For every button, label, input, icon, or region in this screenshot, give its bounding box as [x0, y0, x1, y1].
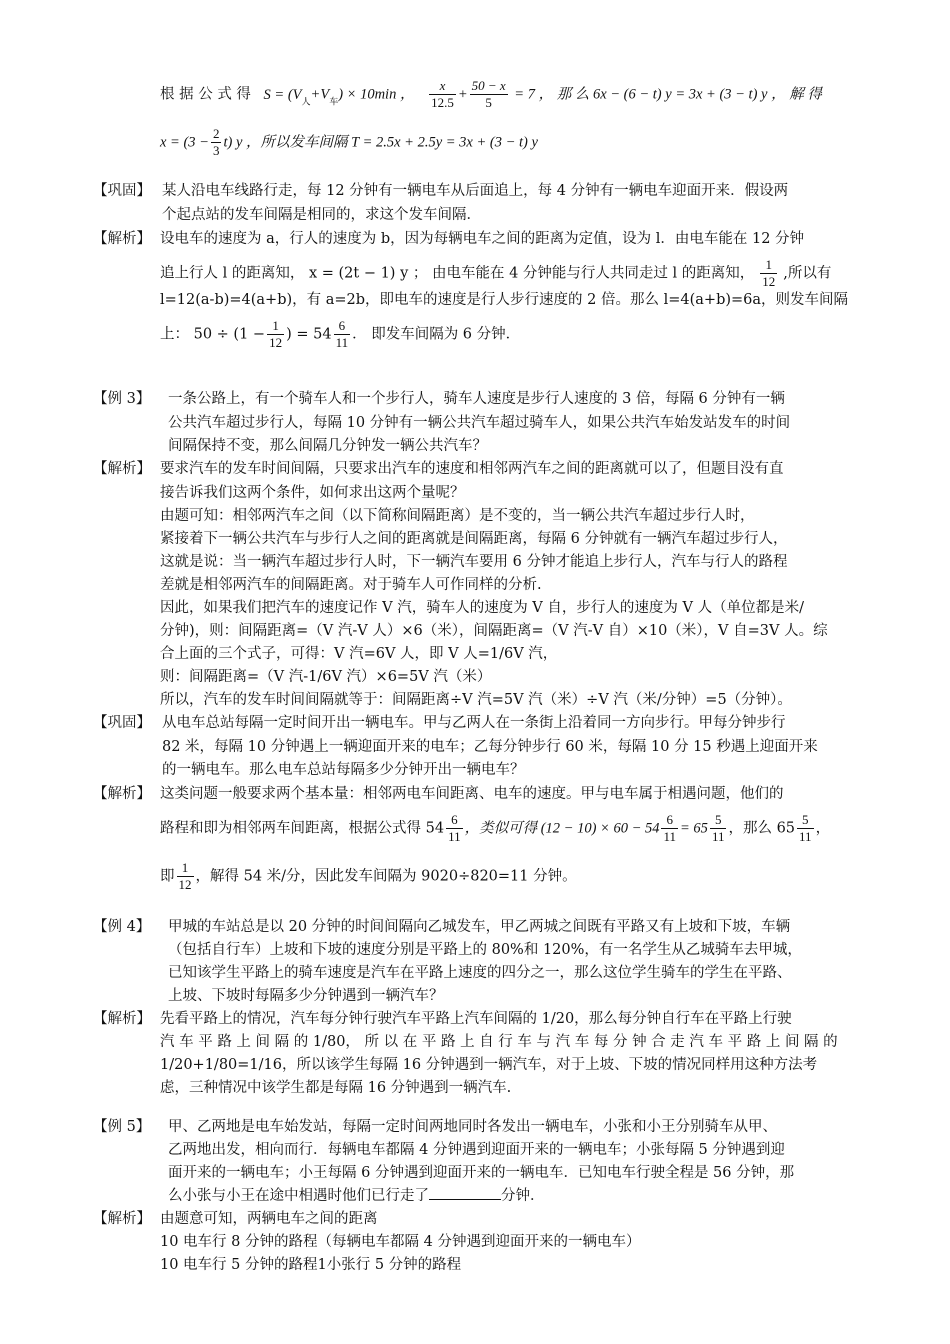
question-text: 么小张与小王在途中相遇时他们已行走了 分钟． [168, 1188, 545, 1204]
answer-text: 设电车的速度为 a，行人的速度为 b，因为每辆电车之间的距离为定值，设为 l．由电车能在 12 分钟 [160, 231, 805, 247]
math-text: S = (V [263, 86, 302, 103]
answer-text: 上： 50 ÷ (1 − $\frac{1}{12}$ ) = 54 $\frac{6}{11}$ ． 即发车间隔为 6 分钟． [160, 318, 521, 350]
answer-text: 因此，如果我们把汽车的速度记作 V 汽，骑车人的速度为 V 自，步行人的速度为 V 人（单位都是米/ [160, 600, 804, 616]
answer-label: 【解析】 [93, 1011, 151, 1027]
question-text: 面开来的一辆电车；小王每隔 6 分钟遇到迎面开来的一辆电车．已知电车行驶全程是 56 分钟，那 [168, 1165, 795, 1181]
fraction: $\frac{50 - x}{5}$ [471, 78, 506, 110]
answer-text: 路程和即为相邻两车间距离，根据公式得 54 $\frac{6}{11}$ ，类似可得 (12 − 10) × 60 − 54 $\frac{6}{11}$ = 65 $\frac{5}{11}$ ，那么 65 $\frac{5}{11}$ ， [160, 812, 831, 844]
section-label: 【巩固】 [93, 715, 151, 731]
answer-text: 追上行人 l 的距离知， x = (2t − 1) y ； 由电车能在 4 分钟能与行人共同走过 l 的距离知， $\frac{1}{12}$ ,所以有 [160, 257, 832, 289]
question-text: 甲、乙两地是电车始发站，每隔一定时间两地同时各发出一辆电车，小张和小王分别骑车从甲、 [168, 1119, 777, 1135]
subscript: 车 [329, 97, 339, 108]
answer-text: 紧接着下一辆公共汽车与步行人之间的距离就是间隔距离，每隔 6 分钟就有一辆汽车超过步行人， [160, 531, 788, 547]
question-text: 一条公路上，有一个骑车人和一个步行人，骑车人速度是步行人速度的 3 倍，每隔 6 分钟有一辆 [168, 391, 785, 407]
question-text: 公共汽车超过步行人，每隔 10 分钟有一辆公共汽车超过骑车人，如果公共汽车始发站发车的时间 [168, 415, 791, 431]
question-text: （包括自行车）上坡和下坡的速度分别是平路上的 80%和 120%，有一名学生从乙城骑车去甲城， [168, 942, 802, 958]
math-text: = 7 ， 那 么 6x − (6 − t) y = 3x + (3 − t) y ， 解 得 [514, 86, 822, 103]
answer-label: 【解析】 [93, 231, 151, 247]
answer-text: 1/20+1/80=1/16，所以该学生每隔 16 分钟遇到一辆汽车，对于上坡、下坡的情况同样用这种方法考 [160, 1057, 818, 1073]
text: 根 据 公 式 得 [160, 86, 251, 103]
answer-text: 所以，汽车的发车时间间隔就等于：间隔距离÷V 汽=5V 汽（米）÷V 汽（米/分钟）=5（分钟）。 [160, 692, 792, 708]
section-label: 【例 5】 [93, 1119, 151, 1135]
answer-text: 则：间隔距离=（V 汽-1/6V 汽）×6=5V 汽（米） [160, 669, 492, 685]
answer-text: 虑，三种情况中该学生都是每隔 16 分钟遇到一辆汽车. [160, 1080, 512, 1096]
fraction: $\frac{x}{12.5}$ [431, 78, 454, 110]
answer-text: 10 电车行 5 分钟的路程1小张行 5 分钟的路程 [160, 1257, 462, 1273]
answer-label: 【解析】 [93, 786, 151, 802]
question-text: 甲城的车站总是以 20 分钟的时间间隔向乙城发车，甲乙两城之间既有平路又有上坡和下坡，车辆 [168, 919, 791, 935]
section-label: 【例 3】 [93, 391, 151, 407]
question-text: 个起点站的发车间隔是相同的，求这个发车间隔． [162, 207, 481, 223]
fraction: $\frac{1}{12}$ [178, 860, 192, 892]
question-text: 某人沿电车线路行走，每 12 分钟有一辆电车从后面追上，每 4 分钟有一辆电车迎面开来．假设两 [162, 183, 789, 199]
answer-text: 分钟)，则：间隔距离=（V 汽-V 人）×6（米），间隔距离=（V 汽-V 自）×10（米），V 自=3V 人。综 [160, 623, 828, 639]
answer-text: 这就是说：当一辆汽车超过步行人时，下一辆汽车要用 6 分钟才能追上步行人，汽车与行人的路程 [160, 554, 788, 570]
formula-line-1: 根 据 公 式 得 $S = (V_人+V_车) \times 10\min$ ， $\frac{x}{12.5}$ + $\frac{50 - x}{5}$ = 7 ， 那 么 6x − (6 − t) y = 3x + (3 − t) y ， 解 得 [160, 78, 822, 110]
question-text: 的一辆电车。那么电车总站每隔多少分钟开出一辆电车？ [162, 762, 525, 778]
answer-text: 汽 车 平 路 上 间 隔 的 1/80， 所 以 在 平 路 上 自 行 车 与 汽 车 每 分 钟 合 走 汽 车 平 路 上 间 隔 的 [160, 1034, 838, 1050]
section-label: 【例 4】 [93, 919, 151, 935]
question-text: 上坡、下坡时每隔多少分钟遇到一辆汽车？ [168, 988, 444, 1004]
fraction: $\frac{6}{11}$ [663, 812, 677, 844]
answer-text: 先看平路上的情况，汽车每分钟行驶汽车平路上汽车间隔的 1/20，那么每分钟自行车在平路上行驶 [160, 1011, 792, 1027]
answer-text: 合上面的三个式子，可得：V 汽=6V 人，即 V 人=1/6V 汽， [160, 646, 558, 662]
answer-text: 要求汽车的发车时间间隔，只要求出汽车的速度和相邻两汽车之间的距离就可以了，但题目没有直 [160, 461, 784, 477]
fraction: $\frac{5}{11}$ [799, 812, 812, 844]
question-text: 已知该学生平路上的骑车速度是汽车在平路上速度的四分之一，那么这位学生骑车的学生在平路、 [168, 965, 792, 981]
answer-text: 接告诉我们这两个条件，如何求出这两个量呢？ [160, 485, 465, 501]
answer-text: 由题意可知，两辆电车之间的距离 [160, 1211, 378, 1227]
answer-text: 这类问题一般要求两个基本量：相邻两电车间距离、电车的速度。甲与电车属于相遇问题，他们的 [160, 786, 784, 802]
section-label: 【巩固】 [93, 183, 151, 199]
formula-line-2 [160, 126, 538, 159]
question-text: 乙两地出发，相向而行．每辆电车都隔 4 分钟遇到迎面开来的一辆电车；小张每隔 5 分钟遇到迎 [168, 1142, 785, 1158]
answer-label: 【解析】 [93, 1211, 151, 1227]
answer-text: 差就是相邻两汽车的间隔距离。对于骑车人可作同样的分析. [160, 577, 542, 593]
answer-label: 【解析】 [93, 461, 151, 477]
math-text: +V [310, 86, 330, 103]
math-text: x = (3 − [160, 134, 209, 151]
fraction: $\frac{6}{11}$ [448, 812, 461, 844]
question-text: 从电车总站每隔一定时间开出一辆电车。甲与乙两人在一条街上沿着同一方向步行。甲每分钟步行 [162, 715, 786, 731]
math-text: t) y ，所以发车间隔 T = 2.5x + 2.5y = 3x + (3 − t) y [223, 134, 538, 151]
subscript: 人 [301, 97, 311, 108]
fraction: $\frac{6}{11}$ [335, 318, 349, 350]
answer-text: l=12(a-b)=4(a+b)，有 a=2b，即电车的速度是行人步行速度的 2 倍。那么 l=4(a+b)=6a，则发车间隔 [160, 292, 849, 308]
question-text: 82 米，每隔 10 分钟遇上一辆迎面开来的电车；乙每分钟步行 60 米，每隔 10 分 15 秒遇上迎面开来 [162, 739, 818, 755]
fraction: $\frac{5}{11}$ [711, 812, 725, 844]
answer-text: 10 电车行 8 分钟的路程（每辆电车都隔 4 分钟遇到迎面开来的一辆电车） [160, 1234, 641, 1250]
fraction: $\frac{1}{12}$ [762, 257, 776, 289]
answer-text: 即 $\frac{1}{12}$ ，解得 54 米/分，因此发车间隔为 9020÷820=11 分钟。 [160, 860, 577, 892]
fraction: $\frac{1}{12}$ [269, 318, 283, 350]
fraction: $\frac{2}{3}$ [212, 126, 220, 158]
question-text: 间隔保持不变，那么间隔几分钟发一辆公共汽车？ [168, 438, 487, 454]
answer-text: 由题可知：相邻两汽车之间（以下简称间隔距离）是不变的，当一辆公共汽车超过步行人时， [160, 508, 755, 524]
answer-blank [429, 1187, 501, 1200]
math-text: ) × 10min ， [338, 86, 415, 103]
